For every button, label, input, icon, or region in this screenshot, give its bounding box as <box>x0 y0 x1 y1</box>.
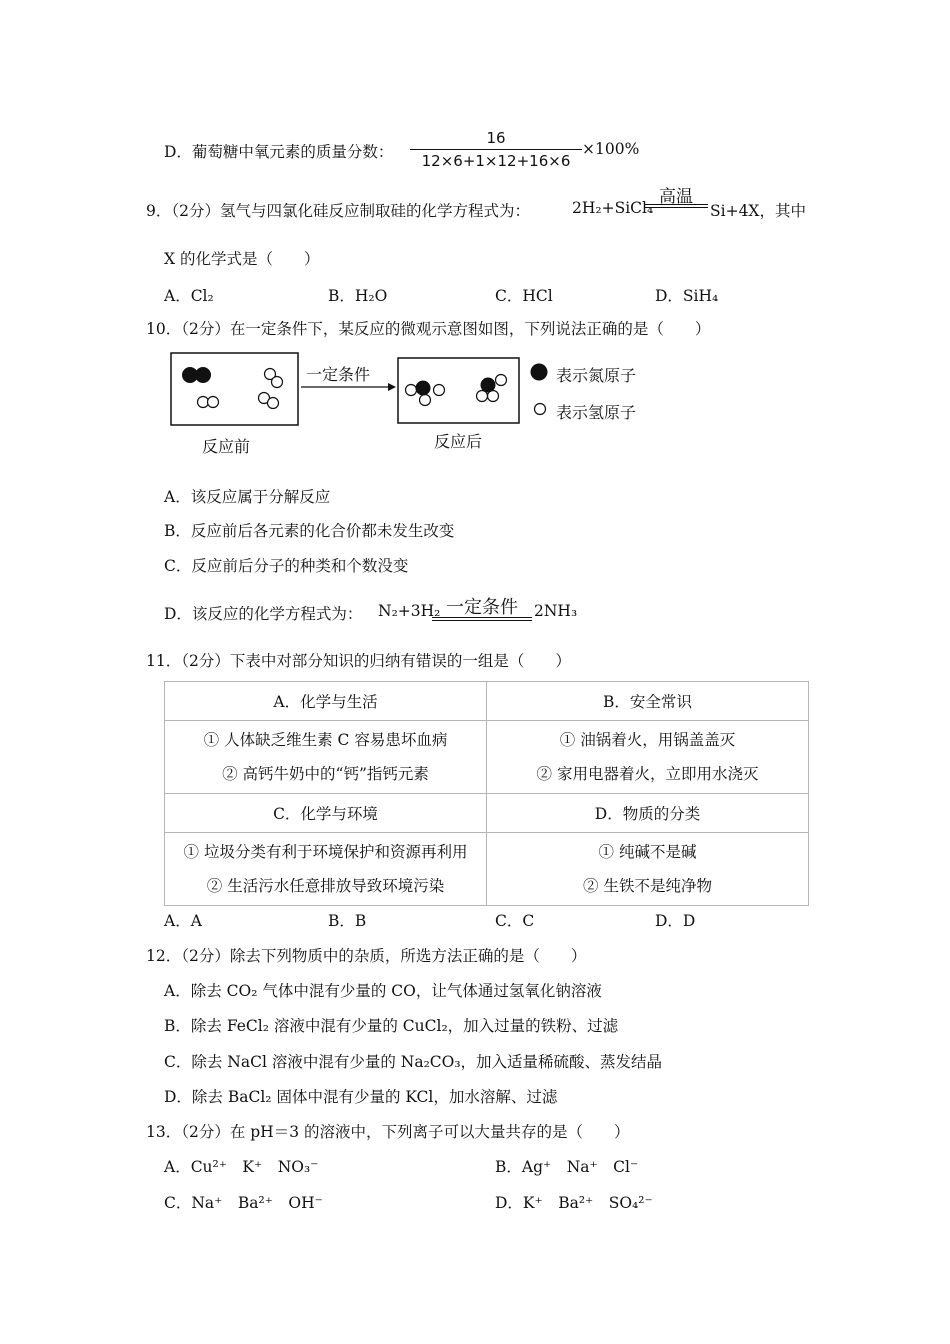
q10-legend-hydrogen: 表示氢原子 <box>556 403 637 422</box>
q11-c-item-1: ① 垃圾分类有利于环境保护和资源再利用 <box>183 843 468 861</box>
q8-denominator: 12×6+1×12+16×6 <box>421 152 571 170</box>
q9-option-d: D．SiH₄ <box>655 287 719 305</box>
q10-stem: 10．（2分）在一定条件下，某反应的微观示意图如图，下列说法正确的是（ ） <box>146 320 711 338</box>
q11-cell-d-body <box>487 833 809 906</box>
q11-cell-a-body <box>165 721 487 794</box>
q13-option-d: D．K⁺ Ba²⁺ SO₄²⁻ <box>495 1194 653 1212</box>
q8-option-d-label: D．葡萄糖中氧元素的质量分数： <box>164 143 394 161</box>
q11-b-item-2: ② 家用电器着火，立即用水浇灭 <box>536 765 759 783</box>
q11-option-a: A．A <box>164 912 202 930</box>
q11-stem: 11．（2分）下表中对部分知识的归纳有错误的一组是（ ） <box>146 652 571 670</box>
q12-option-b: B．除去 FeCl₂ 溶液中混有少量的 CuCl₂，加入过量的铁粉、过滤 <box>164 1017 619 1035</box>
q10-option-d: D．该反应的化学方程式为： <box>164 605 363 623</box>
q10-arrow-label: 一定条件 <box>306 365 371 384</box>
q11-d-item-2: ② 生铁不是纯净物 <box>583 877 712 895</box>
q10-before-label: 反应前 <box>202 437 251 456</box>
q13-option-c: C．Na⁺ Ba²⁺ OH⁻ <box>164 1194 323 1212</box>
q8-numerator: 16 <box>486 129 506 147</box>
q11-cell-d-head: D．物质的分类 <box>487 794 809 833</box>
q11-option-d: D．D <box>655 912 696 930</box>
q10-option-a: A．该反应属于分解反应 <box>164 488 331 506</box>
q10-option-d-eq-left: N₂+3H₂ <box>378 602 441 620</box>
q9-option-a: A．Cl₂ <box>164 287 214 305</box>
q11-knowledge-table <box>164 681 809 906</box>
q9-stem2: X 的化学式是（ ） <box>164 250 320 268</box>
q10-option-c: C．反应前后分子的种类和个数没变 <box>164 557 409 575</box>
q10-legend-nitrogen: 表示氮原子 <box>556 366 637 385</box>
q10-option-d-condition: 一定条件 <box>446 597 518 618</box>
q11-b-item-1: ① 油锅着火，用锅盖盖灭 <box>559 731 736 749</box>
q9-eq-right: Si+4X，其中 <box>710 202 806 220</box>
q12-option-a: A．除去 CO₂ 气体中混有少量的 CO，让气体通过氢氧化钠溶液 <box>164 982 602 1000</box>
q11-a-item-1: ① 人体缺乏维生素 C 容易患坏血病 <box>203 731 448 749</box>
q11-cell-b-body <box>487 721 809 794</box>
q8-fraction <box>410 128 582 171</box>
q9-condition: 高温 <box>659 187 693 207</box>
q12-option-d: D．除去 BaCl₂ 固体中混有少量的 KCl，加水溶解、过滤 <box>164 1088 558 1106</box>
q11-cell-b-head: B．安全常识 <box>487 682 809 721</box>
q11-option-b: B．B <box>328 912 367 930</box>
q10-option-b: B．反应前后各元素的化合价都未发生改变 <box>164 522 455 540</box>
q11-d-item-1: ① 纯碱不是碱 <box>598 843 697 861</box>
q9-option-c: C．HCl <box>495 287 553 305</box>
q11-cell-c-body <box>165 833 487 906</box>
q13-option-a: A．Cu²⁺ K⁺ NO₃⁻ <box>164 1158 319 1176</box>
q9-eq-left: 2H₂+SiCl₄ <box>572 199 654 217</box>
q8-option-d <box>164 140 393 162</box>
q9-equals-sign <box>644 204 708 208</box>
q10-option-d-eq-right: 2NH₃ <box>534 602 578 620</box>
q12-option-c: C．除去 NaCl 溶液中混有少量的 Na₂CO₃，加入适量稀硫酸、蒸发结晶 <box>164 1053 663 1071</box>
q11-c-item-2: ② 生活污水任意排放导致环境污染 <box>206 877 445 895</box>
q11-cell-a-head: A．化学与生活 <box>165 682 487 721</box>
q8-suffix: ×100% <box>582 140 640 158</box>
q9-stem: 9．（2分）氢气与四氯化硅反应制取硅的化学方程式为： <box>146 202 530 220</box>
q11-cell-c-head: C．化学与环境 <box>165 794 487 833</box>
q11-a-item-2: ② 高钙牛奶中的“钙”指钙元素 <box>222 765 429 783</box>
q13-stem: 13．（2分）在 pH＝3 的溶液中，下列离子可以大量共存的是（ ） <box>146 1123 630 1141</box>
q9-option-b: B．H₂O <box>328 287 388 305</box>
q12-stem: 12．（2分）除去下列物质中的杂质，所选方法正确的是（ ） <box>146 947 587 965</box>
q11-option-c: C．C <box>495 912 535 930</box>
q13-option-b: B．Ag⁺ Na⁺ Cl⁻ <box>495 1158 639 1176</box>
q10-option-d-equals-sign <box>432 617 532 621</box>
q10-after-label: 反应后 <box>434 432 483 451</box>
